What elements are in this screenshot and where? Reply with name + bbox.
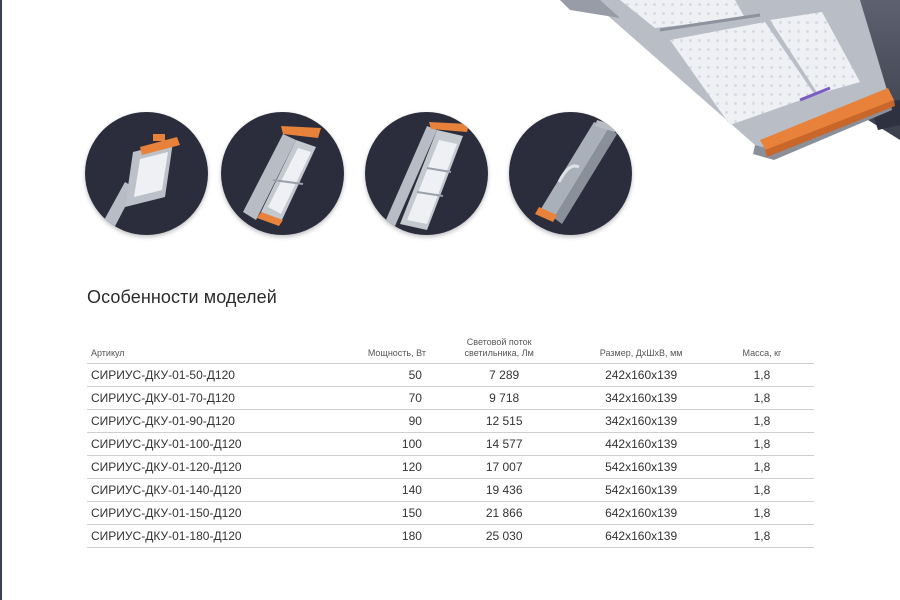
- cell-power: 100: [334, 433, 426, 456]
- cell-size: 542x160x139: [572, 479, 709, 502]
- left-edge-rule: [0, 0, 2, 600]
- thumbnail-model-1: [85, 112, 208, 235]
- cell-mass: 1,8: [710, 456, 814, 479]
- cell-mass: 1,8: [710, 410, 814, 433]
- header-flux-line2: светильника, Лм: [464, 348, 534, 358]
- cell-mass: 1,8: [710, 387, 814, 410]
- cell-flux: 19 436: [426, 479, 572, 502]
- cell-power: 120: [334, 456, 426, 479]
- cell-flux: 17 007: [426, 456, 572, 479]
- table-row: [87, 387, 814, 410]
- cell-power: 150: [334, 502, 426, 525]
- table-row: [87, 525, 814, 548]
- cell-mass: 1,8: [710, 525, 814, 548]
- cell-size: 642x160x139: [572, 502, 709, 525]
- cell-power: 90: [334, 410, 426, 433]
- cell-article: СИРИУС-ДКУ-01-90-Д120: [87, 410, 334, 433]
- cell-mass: 1,8: [710, 502, 814, 525]
- cell-mass: 1,8: [710, 479, 814, 502]
- cell-article: СИРИУС-ДКУ-01-150-Д120: [87, 502, 334, 525]
- header-size: Размер, ДхШхВ, мм: [599, 348, 683, 358]
- cell-article: СИРИУС-ДКУ-01-50-Д120: [87, 364, 334, 387]
- cell-size: 542x160x139: [572, 456, 709, 479]
- cell-flux: 21 866: [426, 502, 572, 525]
- header-article: Артикул: [91, 348, 125, 358]
- cell-power: 140: [334, 479, 426, 502]
- table-row: [87, 364, 814, 387]
- cell-article: СИРИУС-ДКУ-01-180-Д120: [87, 525, 334, 548]
- header-luminous-flux: [426, 335, 572, 364]
- header-power: Мощность, Вт: [367, 348, 426, 358]
- cell-size: 642x160x139: [572, 525, 709, 548]
- cell-flux: 7 289: [426, 364, 572, 387]
- cell-power: 50: [334, 364, 426, 387]
- table-row: [87, 456, 814, 479]
- cell-article: СИРИУС-ДКУ-01-140-Д120: [87, 479, 334, 502]
- cell-size: 242x160x139: [572, 364, 709, 387]
- cell-article: СИРИУС-ДКУ-01-100-Д120: [87, 433, 334, 456]
- table-row: [87, 502, 814, 525]
- cell-flux: 14 577: [426, 433, 572, 456]
- cell-size: 442x160x139: [572, 433, 709, 456]
- model-specs-table: [87, 335, 814, 548]
- cell-mass: 1,8: [710, 433, 814, 456]
- header-flux-line1: Световой поток: [466, 337, 532, 347]
- section-title: Особенности моделей: [87, 287, 277, 307]
- table-row: [87, 479, 814, 502]
- cell-power: 180: [334, 525, 426, 548]
- cell-flux: 9 718: [426, 387, 572, 410]
- cell-article: СИРИУС-ДКУ-01-70-Д120: [87, 387, 334, 410]
- header-mass: Масса, кг: [742, 348, 782, 358]
- cell-flux: 25 030: [426, 525, 572, 548]
- cell-mass: 1,8: [710, 364, 814, 387]
- table-row: [87, 410, 814, 433]
- thumbnail-model-4: [509, 112, 632, 235]
- table-row: [87, 433, 814, 456]
- cell-size: 342x160x139: [572, 387, 709, 410]
- cell-power: 70: [334, 387, 426, 410]
- cell-flux: 12 515: [426, 410, 572, 433]
- thumbnail-model-2: [221, 112, 344, 235]
- cell-size: 342x160x139: [572, 410, 709, 433]
- table-header-row: [87, 335, 814, 364]
- thumbnail-model-3: [365, 112, 488, 235]
- cell-article: СИРИУС-ДКУ-01-120-Д120: [87, 456, 334, 479]
